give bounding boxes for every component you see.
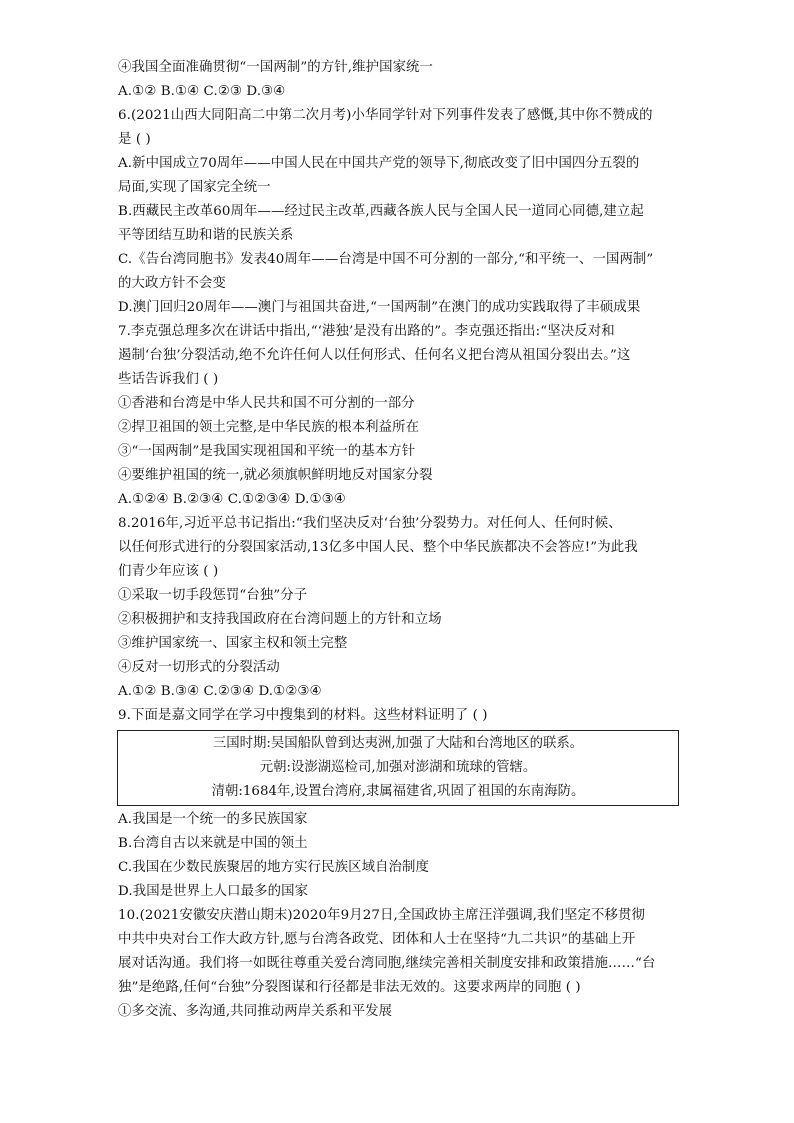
text-line: ③维护国家统一、国家主权和领土完整: [118, 636, 348, 651]
text-line: C.《告台湾同胞书》发表40周年——台湾是中国不可分割的一部分,“和平统一、一国两制”: [118, 252, 654, 267]
text-line: 以任何形式进行的分裂国家活动,13亿多中国人民、整个中华民族都决不会答应!”为此我: [118, 540, 638, 555]
text-line: 三国时期:吴国船队曾到达夷洲,加强了大陆和台湾地区的联系。: [212, 736, 584, 751]
text-line: A.新中国成立70周年——中国人民在中国共产党的领导下,彻底改变了旧中国四分五裂的: [118, 156, 640, 171]
text-line: ②积极拥护和支持我国政府在台湾问题上的方针和立场: [118, 612, 442, 627]
document-body: [118, 56, 678, 1024]
text-line: C.我国在少数民族聚居的地方实行民族区域自治制度: [118, 860, 430, 875]
text-line: 清朝:1684年,设置台湾府,隶属福建省,巩固了祖国的东南海防。: [211, 784, 585, 799]
questions-section-continued: [118, 808, 678, 1024]
text-line: ④我国全面准确贯彻“一国两制”的方针,维护国家统一: [118, 60, 434, 75]
text-line: 遏制‘台独’分裂活动,绝不允许任何人以任何形式、任何名义把台湾从祖国分裂出去。”这: [118, 348, 631, 363]
text-line: A.①② B.①④ C.②③ D.③④: [118, 84, 286, 99]
text-line: 6.(2021山西大同阳高二中第二次月考)小华同学针对下列事件发表了感慨,其中你不赞成的: [118, 108, 653, 123]
text-line: 独”是绝路,任何“台独”分裂图谋和行径都是非法无效的。这要求两岸的同胞 ( ): [118, 980, 581, 995]
text-line: B.台湾自古以来就是中国的领土: [118, 836, 308, 851]
text-line: 平等团结互助和谐的民族关系: [118, 228, 294, 243]
text-line: 展对话沟通。我们将一如既往尊重关爱台湾同胞,继续完善相关制度安排和政策措施……“台: [118, 956, 656, 971]
text-line: 8.2016年,习近平总书记指出:“我们坚决反对‘台独’分裂势力。对任何人、任何时候、: [118, 516, 622, 531]
text-line: 7.李克强总理多次在讲话中指出,“‘港独’是没有出路的”。李克强还指出:“坚决反对和: [118, 324, 615, 339]
text-line: 些话告诉我们 ( ): [118, 372, 219, 387]
text-line: A.①② B.③④ C.②③④ D.①②③④: [118, 684, 322, 699]
text-line: D.我国是世界上人口最多的国家: [118, 884, 309, 899]
text-line: ④反对一切形式的分裂活动: [118, 660, 280, 675]
text-line: 局面,实现了国家完全统一: [118, 180, 271, 195]
text-line: ①多交流、多沟通,共同推动两岸关系和平发展: [118, 1004, 393, 1019]
text-line: D.澳门回归20周年——澳门与祖国共奋进,“一国两制”在澳门的成功实践取得了丰硕成果: [118, 300, 641, 315]
text-line: ①香港和台湾是中华人民共和国不可分割的一部分: [118, 396, 415, 411]
text-line: ④要维护祖国的统一,就必须旗帜鲜明地反对国家分裂: [118, 468, 433, 483]
text-line: ③“一国两制”是我国实现祖国和平统一的基本方针: [118, 444, 416, 459]
text-line: 们青少年应该 ( ): [118, 564, 219, 579]
text-line: 10.(2021安徽安庆潜山期末)2020年9月27日,全国政协主席汪洋强调,我们坚定不移贯彻: [118, 908, 645, 923]
text-line: A.①②④ B.②③④ C.①②③④ D.①③④: [118, 492, 346, 507]
text-line: ②捍卫祖国的领土完整,是中华民族的根本利益所在: [118, 420, 420, 435]
text-line: ①采取一切手段惩罚“台独”分子: [118, 588, 308, 603]
text-line: B.西藏民主改革60周年——经过民主改革,西藏各族人民与全国人民一道同心同德,建立起: [118, 204, 644, 219]
questions-section: [118, 56, 678, 728]
text-line: 元朝:设澎湖巡检司,加强对澎湖和琉球的管辖。: [259, 760, 537, 775]
text-line: 的大政方针不会变: [118, 276, 226, 291]
text-line: 是 ( ): [118, 132, 151, 147]
text-line: 9.下面是嘉文同学在学习中搜集到的材料。这些材料证明了 ( ): [118, 708, 488, 723]
text-line: 中共中央对台工作大政方针,愿与台湾各政党、团体和人士在坚持“九二共识”的基础上开: [118, 932, 636, 947]
material-box: [117, 730, 679, 806]
text-line: A.我国是一个统一的多民族国家: [118, 812, 308, 827]
